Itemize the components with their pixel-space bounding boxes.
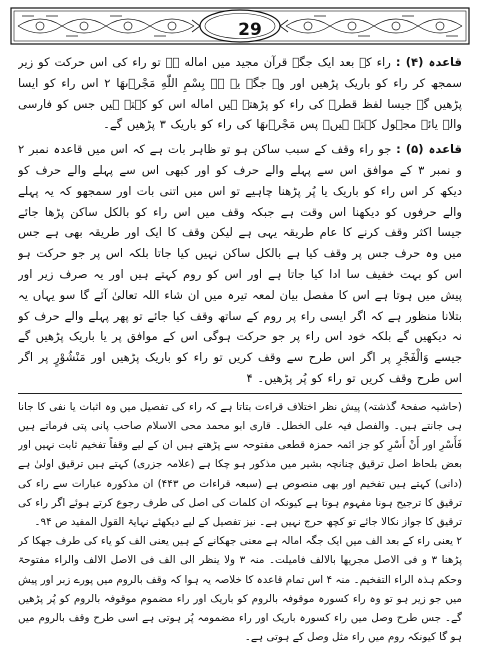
rule-label: قاعدہ (۵) : [396, 142, 462, 157]
paragraph-rule-5 [18, 139, 462, 389]
rule-label: قاعدہ (۴) : [395, 55, 462, 69]
footnote-divider [18, 393, 462, 394]
paragraph-text: راء کے بعد ایک جگہ قرآن مجید میں اماله ہے تو راء کی اس حرکت کو زیر سمجھ کر راء کو باریک پڑھیں اور وہ جگہ یہ ہے بِسْمِ اللّٰهِ مَجْرٖىهَا ۲ اس راء کو ایسا پڑھیں گے جیسا لفظ قطرے کی راء کو پڑھتے ہیں اماله اس کو کہتے ہیں جس کو فارسی والے یائے مجہول کہتے ہیں۔ پس مَجْرٖىهَا کی راء کو باریک ۳ پڑھیں گے۔ [18, 55, 462, 132]
paragraph-rule-4 [18, 52, 462, 135]
footnote-1: (حاشیہ صفحۂ گذشتہ) پیش نظر اختلاف قراءت بتاتا ہے کہ راء کی تفصیل میں وہ اثبات یا نفی کا جانا ہی جانتے ہیں۔ والفصل فیہ علی الخطل۔ قاری ابو محمد محی الاسلام صاحب پانی پتی فرماتے ہیں فَأَسْرِ اور أَنْ أَسْرِ کو جز ائمہ حمزہ قطعی مفتوحہ سے پڑھتے ہیں ان کے لیے وقفاً تفخیم ثابت نہیں اور بعض بلحاظ اصل ترقیق چنانچہ بشیر میں مذکور ہو چکا ہے (علامہ جزری) کہتے ہیں ترقیق اولیٰ ہے (دانی) کہتے ہیں تفخیم اور بھی منصوص ہے (سبعہ قراءات ص ۴۴۳) ان مذکورہ عبارات سے راء کی ترقیق کا ترجیح ہونا مفہوم ہوتا ہے کیونکہ ان کلمات کی اصل کی طرف رجوع کرتے ہوئے اگر راء کی ترقیق کا جواز نکالا جائے تو کچھ حرج نہیں ہے۔ نیز تفصیل کے لیے دیکھئے نہایۃ القول المفید ص ۹۴۔ [18, 400, 462, 528]
page-body [18, 52, 462, 648]
header-ornament [10, 6, 470, 46]
paragraph-text: جو راء وقف کے سبب ساکن ہو تو ظاہر بات ہے کہ اس میں قاعدہ نمبر ۲ و نمبر ۳ کے موافق اس سے پہلے والے حرف کو اور کبھی اس سے پہلے والے حرف کو دیکھ کر اس راء کو باریک یا پُر پڑھنا چاہیے تو اس میں اتنی بات اور سمجھو کہ یہ پہلے والے حرفوں کو دیکھنا اس وقت ہے جبکہ وقف میں اس راء کو بالکل ساکن پڑھا جائے جیسا اکثر وقف کرنے کا عام طریقہ یہی ہے لیکن وقف کا ایک اور طریقہ بھی ہے جس میں وہ حرف جس پر وقف کیا ہے بالکل ساکن نہیں کیا جاتا بلکہ اس پر جو حرکت ہو اس کو بہت خفیف سا ادا کیا جاتا ہے اور اس کو روم کہتے ہیں اور یہ صرف زیر اور پیش میں ہوتا ہے اس کا مفصل بیان لمعہ تیرہ میں ان شاء اللہ تعالیٰ آئے گا سو یہاں یہ بتلانا منظور ہے کہ اگر ایسی راء پر روم کے ساتھ وقف کیا جائے تو پھر پہلے والے حرف کو نہ دیکھیں گے بلکہ خود اس راء پر جو حرکت ہوگی اس کے موافق پر یا باریک پڑھیں گے جیسے وَالْفَجْرِ پر اگر اس طرح سے وقف کریں تو راء کو باریک پڑھیں اور مَنْشُوْرٍ پر اگر اس طرح وقف کریں تو راء کو پُر پڑھیں۔ ۴ [18, 142, 462, 385]
page-number: 29 [238, 20, 262, 40]
footnote-2: ۲ یعنی راء کے بعد الف میں ایک جگہ امالہ ہے معنی جھکانے کے ہیں یعنی الف کو یاء کی طرف جھکا کر پڑھنا ۳ و فی الاصل مجریھا بالالف فامیلت۔ منہ ۳ ولا ینظر الی الف فی الاصل الالف والراء مفتوحۃ وحکم ہذہ الراء التفخیم۔ منہ ۴ اس تمام قاعدہ کا خلاصہ یہ ہوا کہ وقف بالروم میں پورے زبر اور پیش میں جو زیر ہو تو وہ راء کسورہ موقوفہ بالروم کو باریک اور راء مضموم موقوفہ بالروم کو پُر پڑھیں گے۔ جس طرح وصل میں راء کسورہ باریک اور راء مضمومہ پُر ہوتی ہے اسی طرح وقف بالروم میں ہو گا کیونکہ روم میں راء مثل وصل کے ہوتی ہے۔ [18, 535, 462, 644]
